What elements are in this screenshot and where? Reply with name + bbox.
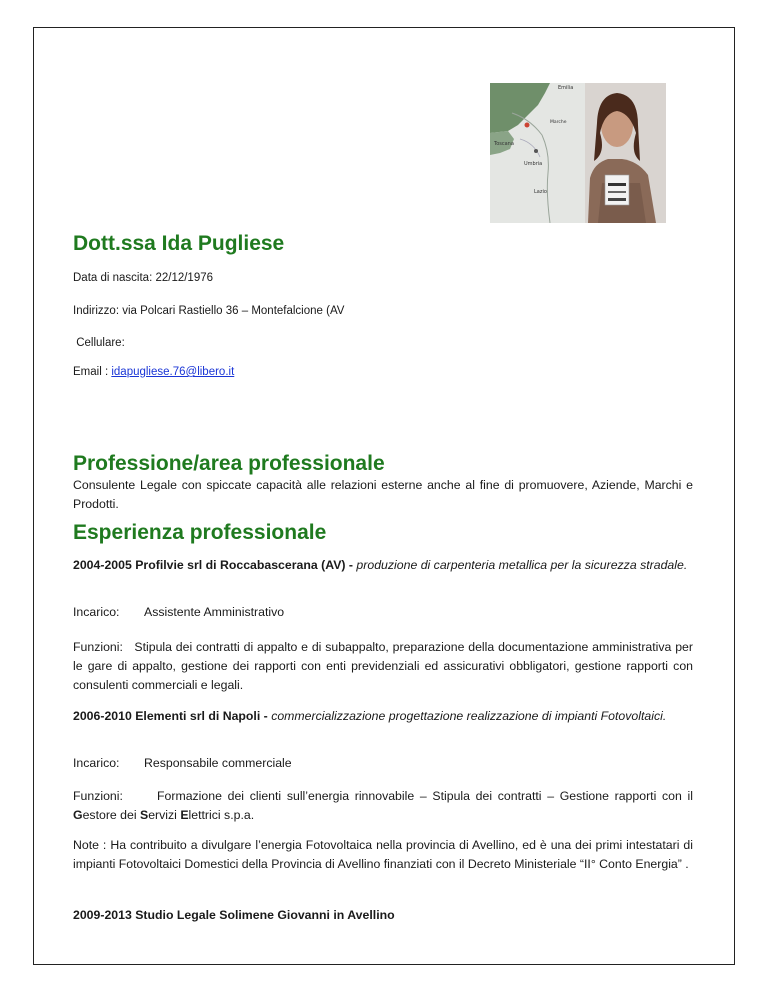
- job3-title: [73, 906, 693, 925]
- job2-functions-text-a: Formazione dei clienti sull’energia rinnovabile – Stipula dei contratti – Gestione rapporti con il: [122, 789, 697, 803]
- job2-title-bold: 2006-2010 Elementi srl di Napoli -: [73, 709, 268, 723]
- phone: Cellulare:: [73, 337, 125, 349]
- job1-functions: [73, 638, 697, 695]
- job2-functions-text-d: lettrici s.p.a.: [188, 808, 255, 822]
- person-name: Dott.ssa Ida Pugliese: [73, 232, 285, 255]
- map-label-toscana: Toscana: [494, 141, 514, 147]
- job2-functions: [73, 787, 697, 825]
- email-label: Email :: [73, 366, 112, 378]
- job1-desc: produzione di carpenteria metallica per la sicurezza stradale.: [353, 558, 688, 572]
- map-label-marche: Marche: [550, 120, 567, 125]
- email-link[interactable]: idapugliese.76@libero.it: [111, 366, 235, 378]
- job2-functions-text-c: ervizi: [148, 808, 181, 822]
- job1-role-value: Assistente Amministrativo: [144, 605, 285, 619]
- job2-note: Note : Ha contribuito a divulgare l’energia Fotovoltaica nella provincia di Avellino, ed è una dei primi intestatari di impianti Fotovoltaici Domestici della Provincia di Avellino finanziati con il Decreto Ministeriale “II° Conto Energia” .: [73, 838, 693, 871]
- job3-title-bold: 2009-2013 Studio Legale Solimene Giovanni in Avellino: [73, 908, 395, 922]
- email-line: [73, 366, 234, 378]
- profession-text: Consulente Legale con spiccate capacità alle relazioni esterne anche al fine di promuovere, Aziende, Marchi e Prodotti.: [73, 478, 693, 511]
- job1-functions-text: Stipula dei contratti di appalto e di subappalto, preparazione della documentazione amministrativa per le gare di appalto, gestione dei rapporti con enti previdenziali ed assicurativi obbligatori, gestione rapporti con consulenti commerciali e legali.: [73, 640, 697, 692]
- map-label-emilia: Emilia: [558, 85, 574, 91]
- job2-role-value: Responsabile commerciale: [144, 756, 292, 770]
- photo-illustration: [490, 83, 666, 223]
- job1-role: [73, 605, 284, 619]
- job1-title: [73, 556, 693, 575]
- map-label-lazio: Lazio: [534, 189, 547, 195]
- job2-functions-s: S: [140, 808, 149, 822]
- job1-role-label: Incarico:: [73, 605, 120, 619]
- profession-heading: Professione/area professionale: [73, 452, 385, 475]
- job2-functions-text-b: estore dei: [82, 808, 140, 822]
- birth-date: Data di nascita: 22/12/1976: [73, 272, 214, 284]
- experience-heading: Esperienza professionale: [73, 521, 327, 544]
- map-label-umbria: Umbria: [524, 161, 543, 167]
- job2-title: [73, 707, 693, 726]
- job1-title-bold: 2004-2005 Profilvie srl di Roccabascerana (AV) -: [73, 558, 354, 572]
- job2-role-label: Incarico:: [73, 756, 120, 770]
- profile-photo: [490, 83, 666, 223]
- address: Indirizzo: via Polcari Rastiello 36 – Montefalcione (AV: [73, 305, 345, 317]
- job1-functions-label: Funzioni:: [73, 640, 123, 654]
- job2-role: [73, 756, 292, 770]
- job2-functions-label: Funzioni:: [73, 789, 123, 803]
- job2-functions-g: G: [73, 808, 83, 822]
- job2-functions-e: E: [180, 808, 189, 822]
- job2-desc: commercializzazione progettazione realizzazione di impianti Fotovoltaici.: [267, 709, 667, 723]
